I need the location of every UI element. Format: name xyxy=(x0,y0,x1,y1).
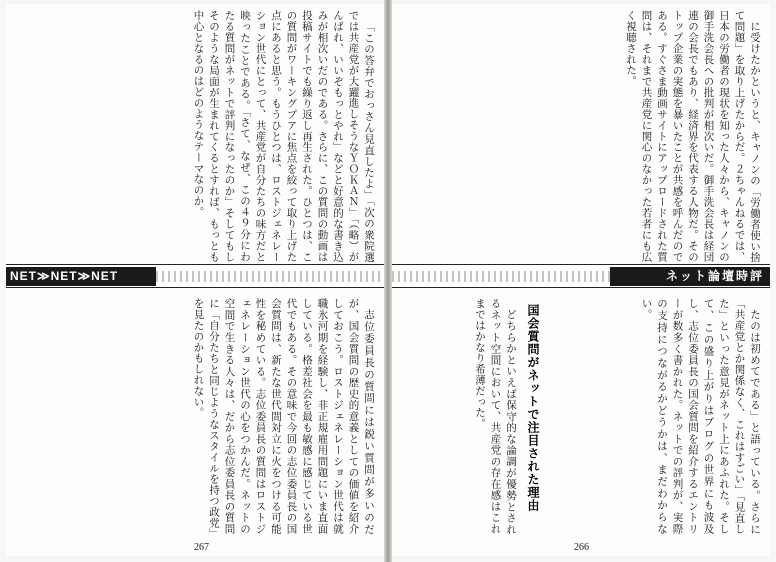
right-bottom-paragraph: たのは初めてである」と語っている。さらに「共産党とか関係なく、これはすごい」「見直した」といった意見がネット上にあふれた。そして、この盛り上がりはブログの世界にも波及し、志位委員長の国会質問を紹介するエントリーが数多く書かれた。ネットでの評判が、実際の支持につながるかどうかは、まだわからない。 xyxy=(640,298,761,534)
right-bottom-text xyxy=(560,298,762,534)
left-top-paragraph: 「この答弁でおっさん見直したよ」「次の衆院選では共産党が大躍進しそうなＹＯＫＡＮ」「（略）がんばれ、いいぞもっとやれ」などと好意的な書き込みが相次いだのである。さらに、この質問の動画は投稿サイトでも繰り返し再生された。ひとつは、この質問がワーキングプアに焦点を絞って取り上げた点にあると思う。もうひとつは、ロストジェネレーション世代にとって、共産党が自分たちの味方だと映ったことである。「さて、なぜ、この４９分にわたる質問がネットで評判になったのか」そしてもしそのような局面が生まれてくるとすれば、もっとも中心となるのはどのようなテーマなのか。 xyxy=(192,10,375,262)
net-band-right xyxy=(392,264,770,288)
band-stripe-left xyxy=(156,271,384,282)
right-page-number: 266 xyxy=(574,542,589,553)
left-page-number: 267 xyxy=(194,542,209,553)
section-heading: 国会質問がネットで注目された理由 xyxy=(526,304,540,512)
section-text xyxy=(400,298,518,534)
net-label: NET≫NET≫NET xyxy=(6,267,156,286)
left-top-text xyxy=(14,10,376,262)
band-stripe-right xyxy=(392,271,610,282)
right-top-paragraph: に受けたかというと、キャノンの「労働者使い捨て問題」を取り上げたからだ。２ちゃんねるでは、日本の労働者の現状を知った人々から、キャノンの御手洗会長への批判が相次いだ。御手洗会長は経団連の会長でもあり、経済界を代表する人物だ。そのトップ企業の実態を暴いたことが共感を呼んだのである。すぐさま動画サイトにアップロードされた質問は、それまで共産党に関心のなかった若者にも広く視聴された。 xyxy=(625,10,761,262)
left-bottom-paragraph: 志位委員長の質問には鋭い質問が多いのだが、国会質問の歴史的意義としての価値を紹介しておこう。ロストジェネレーション世代は就職氷河期を経験し、非正規雇用問題にいま直面している。格差社会を最も敏感に感じている世代でもある。その意味で今回の志位委員長の国会質問は、新たな世代間対立に火をつける可能性を秘めている。志位委員長の質問はロストジェネレーション世代の心をつかんだ。ネットの空間で生きる人々は、だから志位委員長の質問に「自分たちと同じようなスタイルを持つ政党」を見たのかもしれない。 xyxy=(192,298,375,534)
book-gutter xyxy=(384,0,392,562)
section-paragraph: どちらかといえば保守的な論調が優勢とされるネット空間において、共産党の存在感はこれまではかなり希薄だった。 xyxy=(474,298,517,534)
column-title: ネット論壇時評 xyxy=(610,267,770,286)
left-bottom-text xyxy=(14,298,376,534)
right-top-text xyxy=(400,10,762,262)
net-band-left xyxy=(6,264,384,288)
